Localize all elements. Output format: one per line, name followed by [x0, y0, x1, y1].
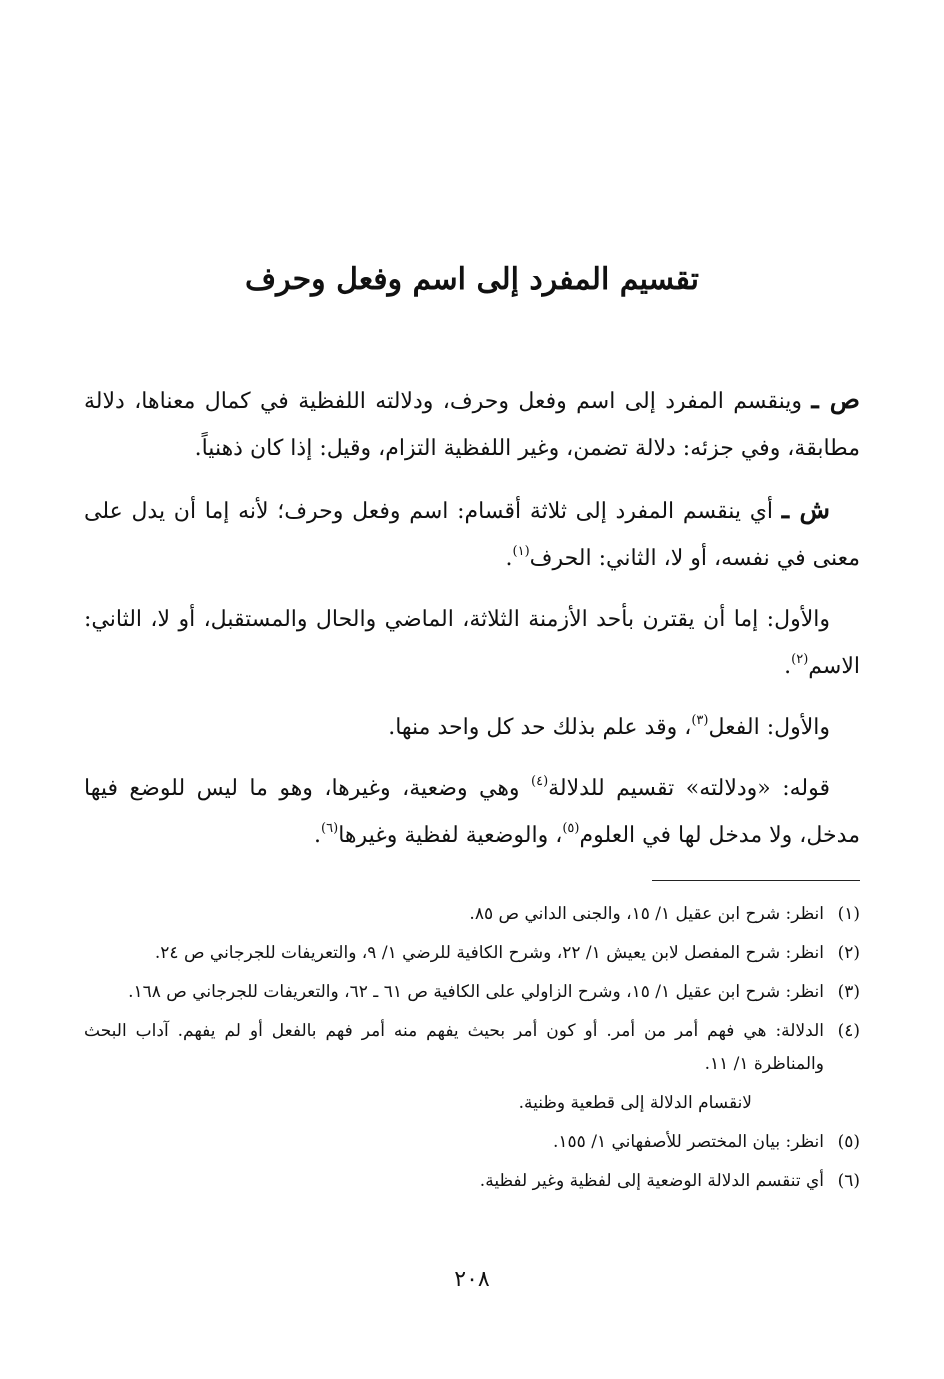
- paragraph-matn: [84, 376, 860, 472]
- footnote-ref[interactable]: (٥): [562, 821, 580, 836]
- footnote-number: (١): [837, 904, 860, 924]
- paragraph-text: ، والوضعية لفظية وغيرها: [338, 823, 563, 848]
- sharh-marker: ش ـ: [781, 495, 831, 524]
- footnote-number: (٥): [837, 1132, 860, 1152]
- footnote-ref[interactable]: (٢): [791, 652, 809, 667]
- footnote-item: [84, 898, 860, 931]
- paragraph-text: قوله: «ودلالته» تقسيم للدلالة: [548, 776, 830, 801]
- footnote-item: [84, 1126, 860, 1159]
- paragraph-text: .: [505, 546, 513, 571]
- footnote-ref[interactable]: (٣): [691, 713, 709, 728]
- footnote-number: (٦): [837, 1171, 860, 1191]
- footnote-text: انظر: شرح ابن عقيل ١/ ١٥، وشرح الزاولي على الكافية ص ٦١ ـ ٦٢، والتعريفات للجرجاني ص ١٦٨.: [128, 982, 824, 1002]
- paragraph-text: والأول: إما أن يقترن بأحد الأزمنة الثلاثة، الماضي والحال والمستقبل، أو لا، الثاني: الاسم: [84, 607, 860, 679]
- main-text: [84, 376, 860, 873]
- paragraph-text: أي ينقسم المفرد إلى ثلاثة أقسام: اسم وفعل وحرف؛ لأنه إما أن يدل على معنى في نفسه، أو لا، الثاني: الحرف: [84, 499, 860, 571]
- paragraph-sharh: [84, 486, 860, 582]
- footnote-divider: [652, 880, 860, 881]
- matn-marker: ص ـ: [811, 385, 860, 414]
- footnote-number: (٤): [837, 1021, 860, 1041]
- paragraph-text: والأول: الفعل: [708, 715, 830, 740]
- footnote-number: (٢): [837, 943, 860, 963]
- footnote-text: انظر: شرح ابن عقيل ١/ ١٥، والجنى الداني ص ٨٥.: [469, 904, 824, 924]
- paragraph: [84, 596, 860, 690]
- footnote-item: [84, 1165, 860, 1198]
- footnote-ref[interactable]: (١): [512, 544, 530, 559]
- paragraph: [84, 704, 860, 751]
- paragraph-text: وهي وضعية، وغيرها، وهو ما ليس للوضع فيها مدخل، ولا مدخل لها في العلوم: [84, 776, 860, 848]
- footnote-text: انظر: شرح المفصل لابن يعيش ١/ ٢٢، وشرح الكافية للرضي ١/ ٩، والتعريفات للجرجاني ص ٢٤.: [154, 943, 824, 963]
- page-number: ٢٠٨: [454, 1267, 490, 1292]
- footnote-ref[interactable]: (٤): [531, 774, 549, 789]
- paragraph-text: ، وقد علم بذلك حد كل واحد منها.: [388, 715, 692, 740]
- footnotes: [84, 898, 860, 1204]
- footnote-text: انظر: بيان المختصر للأصفهاني ١/ ١٥٥.: [553, 1132, 824, 1152]
- chapter-title: تقسيم المفرد إلى اسم وفعل وحرف: [244, 262, 700, 297]
- footnote-item: [84, 976, 860, 1009]
- footnote-item: [84, 1015, 860, 1081]
- footnote-text: أي تنقسم الدلالة الوضعية إلى لفظية وغير لفظية.: [479, 1171, 824, 1191]
- footnote-ref[interactable]: (٦): [321, 821, 339, 836]
- footnote-continuation: لانقسام الدلالة إلى قطعية وظنية.: [518, 1093, 752, 1113]
- footnote-number: (٣): [837, 982, 860, 1002]
- paragraph-text: وينقسم المفرد إلى اسم وفعل وحرف، ودلالته اللفظية في كمال معناها، دلالة مطابقة، وفي جزئه: دلالة تضمن، وغير اللفظية التزام، وقيل: إذا كان ذهنياً.: [84, 389, 860, 461]
- paragraph-text: .: [784, 654, 792, 679]
- paragraph-text: .: [314, 823, 322, 848]
- footnote-text: الدلالة: هي فهم أمر من أمر. أو كون أمر بحيث يفهم منه أمر فهم بالفعل أو لم يفهم. آداب البحث والمناظرة ١/ ١١.: [84, 1021, 824, 1074]
- paragraph: [84, 765, 860, 859]
- footnote-item: [84, 937, 860, 970]
